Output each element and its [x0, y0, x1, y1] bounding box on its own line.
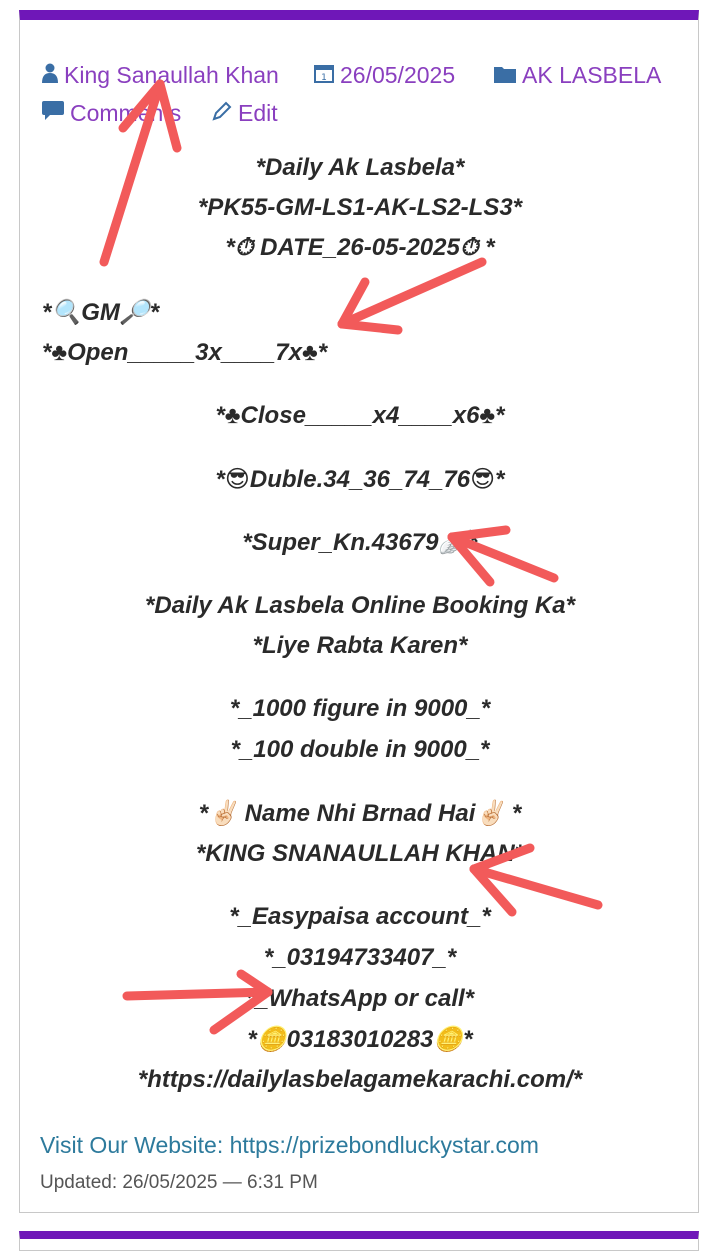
post-date — [314, 62, 455, 89]
post-line: *KING SNANAULLAH KHAN* — [196, 840, 524, 867]
edit-link[interactable]: Edit — [238, 100, 278, 126]
post-line: *_1000 figure in 9000_* — [229, 695, 491, 722]
post-line: *_WhatsApp or call* — [245, 985, 475, 1012]
post-line: *♣Open_____3x____7x♣* — [42, 339, 328, 366]
post-line: *https://dailylasbelagamekarachi.com/* — [137, 1066, 583, 1093]
updated-timestamp: Updated: 26/05/2025 — 6:31 PM — [40, 1172, 318, 1193]
category-link[interactable]: AK LASBELA — [522, 62, 662, 88]
post-line: *_Easypaisa account_* — [229, 903, 491, 930]
post-line: *🔍GM🔎* — [42, 299, 160, 326]
folder-icon — [494, 62, 516, 89]
author-link[interactable]: King Sanaullah Khan — [64, 62, 279, 88]
comment-icon — [42, 100, 64, 127]
post-category[interactable] — [494, 62, 661, 89]
post-line: *Liye Rabta Karen* — [252, 632, 468, 659]
post-line: *Daily Ak Lasbela* — [255, 154, 465, 181]
post-line: *✌🏻 Name Nhi Brnad Hai✌🏻 * — [198, 800, 522, 827]
post-line: *PK55-GM-LS1-AK-LS2-LS3* — [197, 194, 523, 221]
post-line: *😎Duble.34_36_74_76😎* — [215, 466, 505, 493]
post-line: *Super_Kn.43679🪽* — [242, 529, 478, 556]
post-line: *_100 double in 9000_* — [230, 736, 490, 763]
post-edit[interactable] — [212, 100, 278, 127]
post-line: *♣Close_____x4____x6♣* — [215, 402, 505, 429]
post-line: *_03194733407_* — [263, 944, 457, 971]
post-line: *🪙03183010283🪙* — [247, 1026, 473, 1053]
comments-link[interactable]: Comments — [70, 100, 182, 126]
svg-text:1: 1 — [321, 73, 327, 83]
post-line: *Daily Ak Lasbela Online Booking Ka* — [145, 592, 575, 619]
post-line: *⏱ DATE_26-05-2025⏱ * — [225, 234, 495, 261]
website-link[interactable]: Visit Our Website: https://prizebondluckystar.com — [40, 1132, 539, 1158]
calendar-icon — [314, 62, 334, 89]
user-icon — [42, 62, 58, 89]
post-comments[interactable] — [42, 100, 181, 127]
next-post-card — [19, 1231, 699, 1251]
pencil-icon — [212, 100, 232, 127]
post-card — [19, 10, 699, 1213]
date-text: 26/05/2025 — [340, 62, 456, 88]
post-author[interactable] — [42, 62, 279, 89]
